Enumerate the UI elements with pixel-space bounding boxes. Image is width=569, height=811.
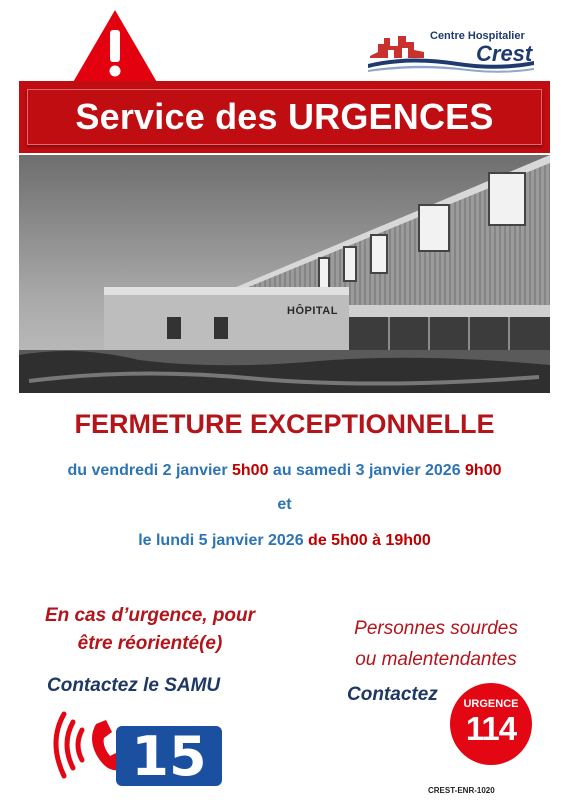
closure-period-2 [0,532,569,550]
closure-period-1 [0,462,569,480]
emergency-instruction [30,602,270,658]
period1-time-end: 9h00 [465,462,502,479]
urgence-114-badge [450,683,532,765]
warning-icon [70,8,160,86]
samu-number: 15 [116,726,222,786]
banner-title: Service des URGENCES [75,96,494,137]
period2-time: de 5h00 à 19h00 [308,532,431,549]
urgence114-contact-label: Contactez [347,684,438,705]
building-sign: HÔPITAL [287,305,338,317]
badge-top-text: URGENCE [463,698,519,710]
closure-title: FERMETURE EXCEPTIONNELLE [74,409,495,439]
document-reference: CREST-ENR-1020 [428,786,495,795]
emergency-line1: En cas d’urgence, pour [44,605,256,626]
hospital-photo [19,155,550,393]
title-banner [19,81,550,153]
closure-connector: et [277,496,292,513]
period1-text-a: du vendredi 2 janvier [67,462,232,479]
deaf-instruction [334,613,538,675]
badge-number: 114 [465,710,517,747]
hospital-building-illustration [19,155,550,393]
deaf-line1: Personnes sourdes [354,618,518,639]
period2-text: le lundi 5 janvier 2026 [138,532,309,549]
logo-line1: Centre Hospitalier [430,30,525,42]
period1-time-start: 5h00 [232,462,269,479]
period1-text-b: au samedi 3 janvier 2026 [268,462,466,479]
deaf-line2: ou malentendantes [355,649,517,670]
emergency-line2: être réorienté(e) [77,633,223,654]
logo-line2: Crest [476,41,533,66]
samu-contact-label: Contactez le SAMU [47,675,221,696]
hospital-logo [368,28,534,74]
